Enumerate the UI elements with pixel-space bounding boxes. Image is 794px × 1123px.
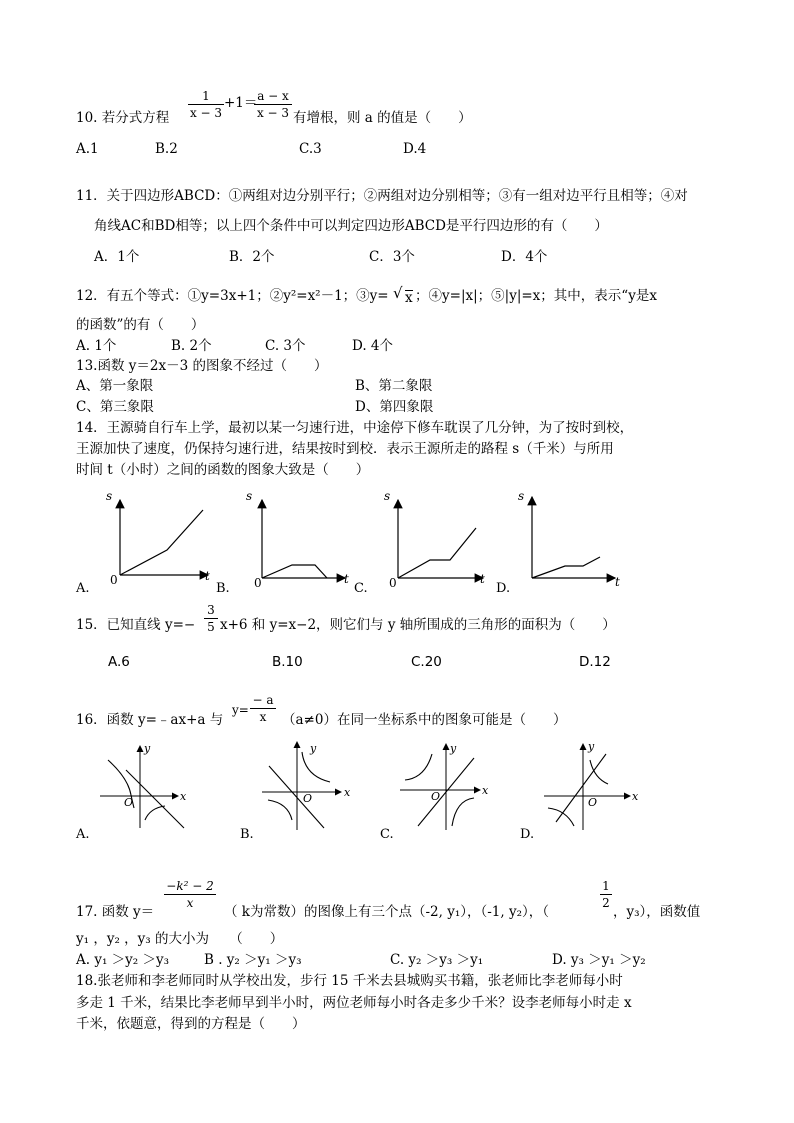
q17-frac-numerator: −k² − 2	[164, 880, 216, 895]
q12-option-c: C. 3个	[265, 338, 306, 354]
q14-a-axis-t: t	[205, 569, 210, 583]
q11-option-c: C．3个	[369, 249, 415, 265]
q15-option-a: A.6	[108, 654, 130, 670]
q17-option-d: D. y₃ ＞y₁ ＞y₂	[552, 952, 646, 968]
q15-option-c: C.20	[411, 654, 442, 670]
q17-option-c: C. y₂ ＞y₃ ＞y₁	[390, 952, 484, 968]
q13-option-d: D、第四象限	[355, 399, 434, 415]
q17-option-b: B . y₂ ＞y₁ ＞y₃	[204, 952, 302, 968]
q13-option-a: A、第一象限	[76, 378, 154, 394]
q13-option-b: B、第二象限	[355, 378, 433, 394]
q14-a-label: A.	[76, 581, 90, 596]
q17-option-a: A. y₁ ＞y₂ ＞y₃	[76, 952, 170, 968]
q16-graph-d	[520, 740, 639, 842]
q16-prefix: 16．函数 y=﹣ax+a 与	[76, 712, 224, 728]
q16-b-axis-y: y	[310, 742, 317, 755]
q16-frac-denominator: x	[259, 710, 267, 724]
q15-frac-numerator: 3	[204, 604, 218, 619]
q16-b-axis-x: x	[344, 786, 351, 799]
q15-prefix: 15．已知直线 y=−	[76, 617, 196, 633]
q10-suffix: 有增根，则 a 的值是（ ）	[293, 110, 472, 126]
q12-line1a: 12．有五个等式：①y=3x+1；②y²=x²－1；③y=	[76, 288, 389, 304]
q11-option-a: A．1个	[94, 249, 140, 265]
q14-line1: 14．王源骑自行车上学，最初以某一匀速行进，中途停下修车耽误了几分钟，为了按时到校，	[76, 420, 634, 436]
q17-half-denominator: 2	[602, 896, 610, 910]
q16-b-label: B.	[240, 827, 254, 842]
q14-d-label: D.	[496, 581, 511, 596]
q17-half-fraction	[600, 880, 612, 909]
q16-graph-b	[240, 742, 351, 842]
q11-line2: 角线AC和BD相等；以上四个条件中可以判定四边形ABCD是平行四边形的有（ ）	[94, 218, 608, 234]
q18-line1: 18.张老师和李老师同时从学校出发，步行 15 千米去县城购买书籍，张老师比李老师每小时	[76, 973, 623, 989]
q17-frac-denominator: x	[186, 896, 194, 910]
q17-suffix: ，y₃），函数值	[613, 904, 701, 920]
q14-line2: 王源加快了速度，仍保持匀速行进，结果按时到校．表示王源所走的路程 s（千米）与所用	[76, 441, 614, 457]
q14-c-axis-s: s	[384, 489, 391, 503]
q16-frac-numerator: − a	[250, 694, 276, 709]
q12-line1b: ；④y=|x|；⑤|y|=x；其中，表示“y是x	[415, 288, 657, 304]
q16-c-axis-x: x	[482, 784, 489, 797]
q18-line3: 千米，依题意，得到的方程是（ ）	[76, 1016, 306, 1032]
q16-suffix: （a≠0）在同一坐标系中的图象可能是（ ）	[282, 712, 567, 728]
q11-option-b: B．2个	[229, 249, 275, 265]
q16-a-label: A.	[76, 827, 90, 842]
q17-half-numerator: 1	[600, 880, 612, 895]
q16-d-label: D.	[520, 827, 535, 842]
q18-line2: 多走 1 千米，结果比李老师早到半小时，两位老师每小时各走多少千米？设李老师每小时走 x	[76, 995, 632, 1011]
q12-line2: 的函数”的有（ ）	[76, 317, 205, 333]
q16-c-origin: O	[431, 790, 441, 803]
q17-line2: y₁ ，y₂ ，y₃ 的大小为 （ ）	[76, 931, 284, 947]
q12-option-b: B. 2个	[171, 338, 212, 354]
q10-frac2-numerator: a − x	[254, 90, 292, 105]
q14-a-axis-s: s	[106, 489, 113, 503]
q16-c-axis-y: y	[450, 742, 457, 755]
q16-a-origin: O	[124, 796, 134, 809]
q17-prefix: 17. 函数 y＝	[76, 904, 155, 920]
q14-line3: 时间 t（小时）之间的函数的图象大致是（ ）	[76, 462, 370, 478]
q17-mid: （ k为常数）的图像上有三个点（-2, y₁），（-1, y₂），（	[224, 904, 550, 920]
q10-frac1-denominator: x − 3	[189, 106, 223, 120]
q10-option-a: A.1	[76, 141, 99, 157]
q12-option-d: D. 4个	[352, 338, 394, 354]
q14-b-axis-t: t	[344, 572, 349, 586]
q12-option-a: A. 1个	[76, 338, 117, 354]
q10-frac2-denominator: x − 3	[256, 106, 290, 120]
q14-c-label: C.	[354, 581, 368, 596]
q15-frac-denominator: 5	[207, 620, 215, 634]
q11-line1: 11．关于四边形ABCD：①两组对边分别平行；②两组对边分别相等；③有一组对边平行且相等；④对	[76, 188, 688, 204]
q14-b-label: B.	[216, 581, 230, 596]
q16-graph-a	[75, 742, 187, 842]
q14-d-axis-s: s	[518, 489, 525, 503]
q10-option-c: C.3	[299, 141, 322, 157]
q10-frac1-numerator: 1	[188, 90, 224, 105]
q14-d-axis-t: t	[615, 575, 620, 589]
q10-option-d: D.4	[403, 141, 427, 157]
q12-sqrt-arg: x	[405, 290, 413, 306]
q10-option-b: B.2	[155, 141, 178, 157]
q16-d-axis-y: y	[588, 740, 595, 753]
q15-suffix: x+6 和 y=x−2，则它们与 y 轴所围成的三角形的面积为（ ）	[220, 617, 616, 633]
q16-b-origin: O	[303, 792, 313, 805]
q16-graph-c	[380, 742, 489, 842]
q16-d-origin: O	[588, 796, 598, 809]
q16-a-axis-x: x	[180, 790, 187, 803]
q14-c-origin: 0	[389, 576, 397, 590]
q10-prefix: 10. 若分式方程	[76, 110, 170, 126]
q16-c-label: C.	[380, 827, 394, 842]
q10-mid: +1＝	[224, 95, 258, 111]
q16-y-eq: y=	[232, 703, 249, 717]
q14-a-origin: 0	[110, 573, 118, 587]
q13-stem: 13.函数 y＝2x－3 的图象不经过（ ）	[76, 358, 328, 374]
q15-option-d: D.12	[579, 654, 611, 670]
q14-c-axis-t: t	[480, 572, 485, 586]
sqrt-sign-icon: √	[393, 284, 403, 302]
q16-d-axis-x: x	[632, 790, 639, 803]
q15-option-b: B.10	[272, 654, 303, 670]
q11-option-d: D．4个	[501, 249, 548, 265]
q14-b-origin: 0	[254, 576, 262, 590]
q14-b-axis-s: s	[246, 489, 253, 503]
q17-fraction	[164, 880, 216, 909]
q13-option-c: C、第三象限	[76, 399, 154, 415]
q16-a-axis-y: y	[144, 742, 151, 755]
